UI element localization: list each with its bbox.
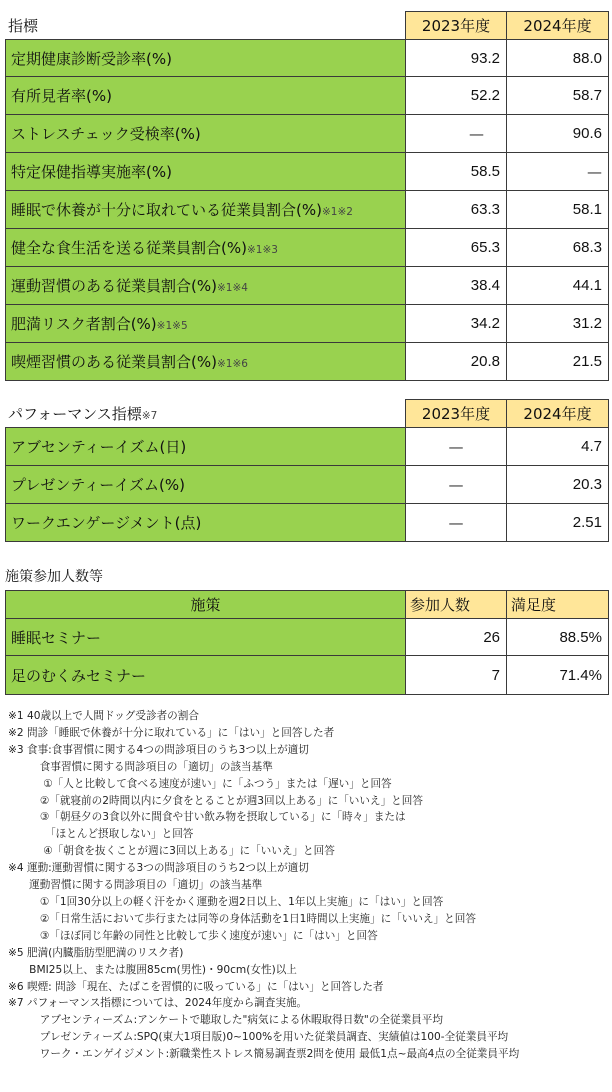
- section-title: 施策参加人数等: [5, 569, 103, 585]
- row-note: ※1※6: [216, 358, 248, 370]
- value-2024: 90.6: [507, 115, 609, 153]
- row-label: 健全な食生活を送る従業員割合(%): [11, 239, 247, 257]
- year-2024-header: 2024年度: [507, 400, 609, 428]
- performance-header: パフォーマンス指標: [8, 405, 142, 423]
- row-label: 喫煙習慣のある従業員割合(%): [11, 353, 217, 371]
- row-label: 有所見者率(%): [11, 87, 112, 105]
- value-2024: 21.5: [507, 343, 609, 381]
- performance-header-note: ※7: [141, 410, 158, 422]
- row-label: 肥満リスク者割合(%): [11, 315, 157, 333]
- table-row: [6, 153, 609, 191]
- program-header: 施策: [6, 591, 406, 619]
- footnote-line: ②「就寝前の2時間以内に夕食をとることが週3回以上ある」に「いいえ」と回答: [8, 794, 423, 807]
- year-2023-header: 2023年度: [406, 12, 507, 40]
- row-label: 特定保健指導実施率(%): [11, 163, 172, 181]
- year-2023-header: 2023年度: [406, 400, 507, 428]
- table-row: [6, 343, 609, 381]
- value-2023: —: [406, 115, 507, 153]
- table-row: [6, 466, 609, 504]
- value-2024: —: [507, 153, 609, 191]
- row-label: 定期健康診断受診率(%): [11, 49, 172, 68]
- footnote-line: ※5 肥満(内臓脂肪型肥満のリスク者): [8, 946, 184, 959]
- participants-value: 7: [406, 656, 507, 695]
- value-2023: 63.3: [406, 191, 507, 229]
- value-2024: 58.1: [507, 191, 609, 229]
- value-2023: 65.3: [406, 229, 507, 267]
- value-2023: —: [406, 428, 507, 466]
- table-row: [6, 77, 609, 115]
- footnote-line: ①「1回30分以上の軽く汗をかく運動を週2日以上、1年以上実施」に「はい」と回答: [8, 895, 444, 908]
- value-2024: 31.2: [507, 305, 609, 343]
- row-label: プレゼンティーイズム(%): [6, 466, 406, 504]
- footnote-line: プレゼンティーズム:SPQ(東大1項目版)0~100%を用いた従業員調査、実績値は100-全従業員平均: [8, 1031, 509, 1044]
- row-note: ※1※5: [156, 320, 188, 332]
- footnote-line: ※6 喫煙: 問診「現在、たばこを習慣的に吸っている」に「はい」と回答した者: [8, 980, 384, 993]
- table-row: [6, 305, 609, 343]
- footnote-line: ③「ほぼ同じ年齢の同性と比較して歩く速度が速い」に「はい」と回答: [8, 929, 378, 942]
- value-2023: —: [406, 504, 507, 542]
- table-header-row: [6, 12, 609, 40]
- footnote-line: ①「人と比較して食べる速度が速い」に「ふつう」または「遅い」と回答: [8, 777, 392, 790]
- value-2023: 34.2: [406, 305, 507, 343]
- indicator-header: 指標: [6, 12, 406, 40]
- table-header-row: [6, 400, 609, 428]
- value-2024: 20.3: [507, 466, 609, 504]
- table-row: [6, 428, 609, 466]
- row-label: ストレスチェック受検率(%): [11, 125, 201, 143]
- table-row: [6, 656, 609, 695]
- table-row: [6, 229, 609, 267]
- value-2023: 52.2: [406, 77, 507, 115]
- row-label: 運動習慣のある従業員割合(%): [11, 277, 217, 295]
- participants-header: 参加人数: [406, 591, 507, 619]
- table-row: [6, 619, 609, 656]
- health-indicators-table: [5, 11, 609, 381]
- footnote-line: 「ほとんど摂取しない」と回答: [8, 828, 194, 841]
- value-2023: 93.2: [406, 40, 507, 77]
- value-2024: 88.0: [507, 40, 609, 77]
- satisfaction-value: 71.4%: [507, 656, 609, 695]
- footnote-line: ※1 40歳以上で人間ドッグ受診者の割合: [8, 710, 199, 722]
- value-2023: 58.5: [406, 153, 507, 191]
- footnote-line: ワーク・エンゲイジメント:新職業性ストレス簡易調査票2問を使用 最低1点~最高4点の全従業員平均: [8, 1048, 520, 1061]
- year-2024-header: 2024年度: [507, 12, 609, 40]
- footnote-line: ②「日常生活において歩行または同等の身体活動を1日1時間以上実施」に「いいえ」と回答: [8, 912, 476, 925]
- footnote-line: ※2 問診「睡眠で休養が十分に取れている」に「はい」と回答した者: [8, 726, 335, 739]
- table-header-row: [6, 591, 609, 619]
- footnote-line: 食事習慣に関する問診項目の「適切」の該当基準: [8, 760, 273, 773]
- row-label: 睡眠で休養が十分に取れている従業員割合(%): [11, 201, 322, 219]
- table-row: [6, 267, 609, 305]
- value-2024: 58.7: [507, 77, 609, 115]
- value-2023: 20.8: [406, 343, 507, 381]
- value-2024: 2.51: [507, 504, 609, 542]
- footnote-line: ③「朝昼夕の3食以外に間食や甘い飲み物を摂取している」に「時々」または: [8, 811, 406, 824]
- footnote-line: BMI25以上、または腹囲85cm(男性)・90cm(女性)以上: [8, 963, 297, 976]
- value-2023: 38.4: [406, 267, 507, 305]
- table-row: [6, 504, 609, 542]
- value-2024: 68.3: [507, 229, 609, 267]
- value-2024: 4.7: [507, 428, 609, 466]
- performance-indicators-table: [5, 399, 609, 542]
- value-2023: —: [406, 466, 507, 504]
- satisfaction-value: 88.5%: [507, 619, 609, 656]
- footnote-line: アブセンティーズム:アンケートで聴取した"病気による休暇取得日数"の全従業員平均: [8, 1014, 443, 1027]
- table-row: [6, 191, 609, 229]
- row-label: アブセンティーイズム(日): [6, 428, 406, 466]
- row-label: 睡眠セミナー: [6, 619, 406, 656]
- footnote-line: ※7 パフォーマンス指標については、2024年度から調査実施。: [8, 997, 308, 1010]
- footnote-line: ④「朝食を抜くことが週に3回以上ある」に「いいえ」と回答: [8, 845, 335, 858]
- satisfaction-header: 満足度: [507, 591, 609, 619]
- footnote-line: ※4 運動:運動習慣に関する3つの問診項目のうち2つ以上が適切: [8, 862, 309, 875]
- participants-value: 26: [406, 619, 507, 656]
- row-note: ※1※3: [246, 244, 278, 256]
- table-row: [6, 40, 609, 77]
- program-participation-table: [5, 590, 609, 695]
- value-2024: 44.1: [507, 267, 609, 305]
- row-label: 足のむくみセミナー: [6, 656, 406, 695]
- row-note: ※1※4: [216, 282, 248, 294]
- footnote-line: ※3 食事:食事習慣に関する4つの問診項目のうち3つ以上が適切: [8, 743, 309, 756]
- row-note: ※1※2: [321, 206, 353, 218]
- footnote-line: 運動習慣に関する問診項目の「適切」の該当基準: [8, 879, 263, 892]
- footnotes: [8, 708, 608, 1063]
- row-label: ワークエンゲージメント(点): [6, 504, 406, 542]
- table-row: [6, 115, 609, 153]
